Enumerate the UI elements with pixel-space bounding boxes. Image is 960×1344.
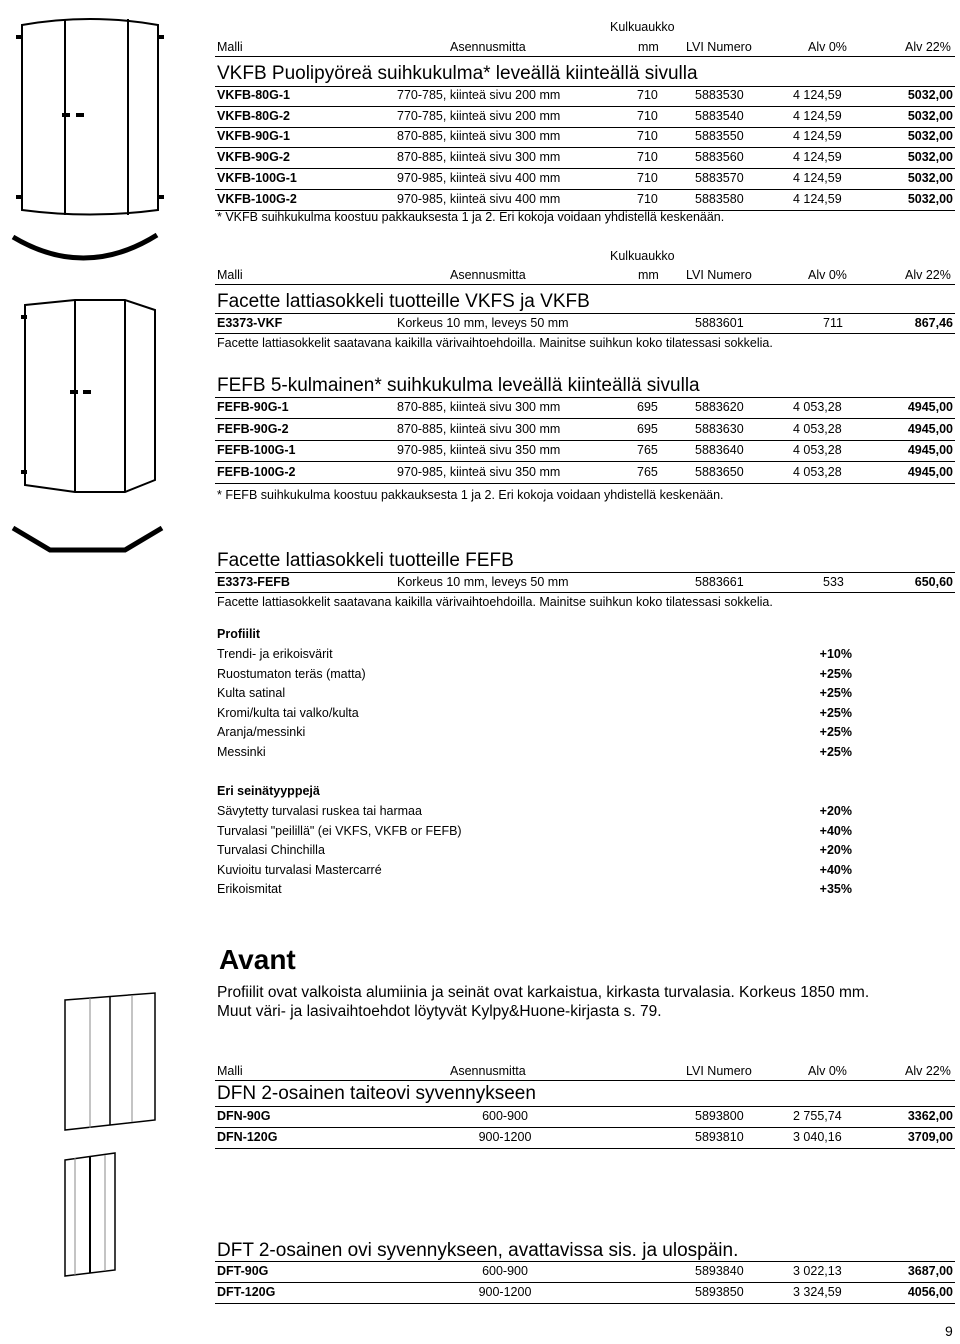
table-row <box>215 127 955 147</box>
kulkuaukko-header-2: Kulkuaukko <box>610 249 675 263</box>
lvi-cell: 5883550 <box>695 129 744 144</box>
sokkeli1-lvi: 5883601 <box>695 316 744 330</box>
list-item-label: Kromi/kulta tai valko/kulta <box>217 705 359 720</box>
dft-door-illustration <box>60 1150 120 1280</box>
list-item-label: Erikoismitat <box>217 882 282 897</box>
alv22-cell: 4945,00 <box>907 443 953 457</box>
col-lvi-2: LVI Numero <box>686 268 752 282</box>
list-item <box>217 667 852 681</box>
size-cell: 970-985, kiinteä sivu 400 mm <box>397 191 561 206</box>
sokkeli1-row <box>215 314 955 334</box>
list-item-value: +25% <box>819 745 852 759</box>
mm-cell: 695 <box>637 400 658 414</box>
list-item <box>217 686 852 700</box>
alv0-cell: 4 124,59 <box>793 129 842 144</box>
alv22-cell: 4945,00 <box>907 400 953 414</box>
model-cell: DFN-90G <box>217 1109 271 1123</box>
alv22-cell: 5032,00 <box>907 191 953 206</box>
lvi-cell: 5893800 <box>695 1109 744 1123</box>
lvi-cell: 5883560 <box>695 150 744 165</box>
list-item-label: Messinki <box>217 745 266 759</box>
alv22-cell: 4945,00 <box>907 421 953 436</box>
size-cell: 770-785, kiinteä sivu 200 mm <box>397 108 561 123</box>
sokkeli2-note: Facette lattiasokkelit saatavana kaikilla värivaihtoehdoilla. Mainitse suihkun koko tilatessasi sokkelia. <box>217 595 773 609</box>
table-row <box>215 169 955 189</box>
lvi-cell: 5883620 <box>695 400 744 414</box>
lvi-cell: 5893840 <box>695 1264 744 1278</box>
sokkeli2-size: Korkeus 10 mm, leveys 50 mm <box>397 575 569 589</box>
table-row <box>215 1283 955 1303</box>
dft-title: DFT 2-osainen ovi syvennykseen, avattavissa sis. ja ulospäin. <box>217 1240 739 1261</box>
list-item-value: +25% <box>819 705 852 720</box>
size-cell: 970-985, kiinteä sivu 400 mm <box>397 170 561 185</box>
lvi-cell: 5883650 <box>695 464 744 479</box>
size-cell: 870-885, kiinteä sivu 300 mm <box>397 150 561 165</box>
lvi-cell: 5893810 <box>695 1130 744 1144</box>
size-cell: 970-985, kiinteä sivu 350 mm <box>397 464 561 479</box>
alv22-cell: 4056,00 <box>907 1285 953 1299</box>
alv22-cell: 5032,00 <box>907 129 953 144</box>
list-item <box>217 843 852 857</box>
model-cell: DFT-90G <box>217 1264 269 1278</box>
table-row <box>215 1128 955 1148</box>
mm-cell: 710 <box>637 150 658 165</box>
list-item <box>217 706 852 720</box>
list-item-label: Ruostumaton teräs (matta) <box>217 666 366 681</box>
avant-line2: Muut väri- ja lasivaihtoehdot löytyvät Kylpy&Huone-kirjasta s. 79. <box>217 1003 662 1020</box>
col-malli-3: Malli <box>217 1064 243 1078</box>
list-item-value: +25% <box>819 725 852 740</box>
mm-cell: 765 <box>637 464 658 479</box>
sokkeli2-alv22: 650,60 <box>914 575 953 589</box>
table-row <box>215 148 955 168</box>
model-cell: FEFB-90G-2 <box>217 421 289 436</box>
lvi-cell: 5883580 <box>695 191 744 206</box>
size-cell: 870-885, kiinteä sivu 300 mm <box>397 400 561 414</box>
vkfb-shower-illustration <box>10 5 170 220</box>
list-item-label: Aranja/messinki <box>217 725 306 740</box>
col-alv0: Alv 0% <box>808 40 847 54</box>
model-cell: DFT-120G <box>217 1285 276 1299</box>
col-alv0-3: Alv 0% <box>808 1064 847 1078</box>
model-cell: FEFB-100G-2 <box>217 464 296 479</box>
col-lvi: LVI Numero <box>686 40 752 54</box>
model-cell: VKFB-90G-2 <box>217 150 290 165</box>
table-row <box>215 86 955 106</box>
list-item <box>217 863 852 877</box>
fefb-floor-plinth-illustration <box>10 520 165 565</box>
model-cell: VKFB-90G-1 <box>217 129 290 144</box>
alv0-cell: 4 053,28 <box>793 443 842 457</box>
list-item-value: +25% <box>819 666 852 681</box>
list-item-label: Sävytetty turvalasi ruskea tai harmaa <box>217 804 422 818</box>
avant-title: Avant <box>219 944 296 975</box>
sokkeli1-size: Korkeus 10 mm, leveys 50 mm <box>397 316 569 330</box>
alv0-cell: 3 040,16 <box>793 1130 842 1144</box>
col-asennusmitta-3: Asennusmitta <box>450 1064 526 1078</box>
size-cell: 870-885, kiinteä sivu 300 mm <box>397 421 561 436</box>
sokkeli1-alv22: 867,46 <box>914 316 953 330</box>
size-cell: 870-885, kiinteä sivu 300 mm <box>397 129 561 144</box>
col-alv0-2: Alv 0% <box>808 268 847 282</box>
kulkuaukko-header: Kulkuaukko <box>610 20 675 34</box>
sokkeli2-row <box>215 573 955 593</box>
col-asennusmitta: Asennusmitta <box>450 40 526 54</box>
list-item-value: +35% <box>819 882 852 897</box>
alv0-cell: 3 022,13 <box>793 1264 842 1278</box>
alv22-cell: 5032,00 <box>907 170 953 185</box>
alv0-cell: 4 124,59 <box>793 170 842 185</box>
alv0-cell: 3 324,59 <box>793 1285 842 1299</box>
mm-cell: 695 <box>637 421 658 436</box>
alv22-cell: 5032,00 <box>907 108 953 123</box>
col-alv22-2: Alv 22% <box>905 268 951 282</box>
col-malli: Malli <box>217 40 243 54</box>
fefb-shower-illustration <box>15 290 165 500</box>
table-row <box>215 463 955 483</box>
sokkeli1-alv0: 711 <box>823 316 843 330</box>
profiilit-title: Profiilit <box>217 627 261 641</box>
alv0-cell: 4 124,59 <box>793 108 842 123</box>
page-number: 9 <box>945 1323 953 1339</box>
col-lvi-3: LVI Numero <box>686 1064 752 1078</box>
lvi-cell: 5883570 <box>695 170 744 185</box>
model-cell: FEFB-90G-1 <box>217 400 289 414</box>
table-row <box>215 107 955 127</box>
size-cell: 900-1200 <box>478 1285 532 1299</box>
fefb-note: * FEFB suihkukulma koostuu pakkauksesta 1 ja 2. Eri kokoja voidaan yhdistellä keskenään. <box>217 488 724 502</box>
sokkeli2-title: Facette lattiasokkeli tuotteille FEFB <box>217 550 514 571</box>
alv0-cell: 4 053,28 <box>793 421 842 436</box>
size-cell: 600-900 <box>482 1264 528 1278</box>
model-cell: VKFB-100G-1 <box>217 170 297 185</box>
size-cell: 900-1200 <box>478 1130 532 1144</box>
lvi-cell: 5883540 <box>695 108 744 123</box>
alv0-cell: 4 124,59 <box>793 88 842 102</box>
sokkeli2-alv0: 533 <box>823 575 844 589</box>
mm-cell: 710 <box>637 108 658 123</box>
mm-cell: 765 <box>637 443 658 457</box>
model-cell: FEFB-100G-1 <box>217 443 296 457</box>
mm-cell: 710 <box>637 191 658 206</box>
table-row <box>215 398 955 418</box>
size-cell: 970-985, kiinteä sivu 350 mm <box>397 443 561 457</box>
list-item-label: Kulta satinal <box>217 686 286 701</box>
alv22-cell: 5032,00 <box>907 88 953 102</box>
alv22-cell: 4945,00 <box>907 464 953 479</box>
table-row <box>215 420 955 440</box>
col-alv22-3: Alv 22% <box>905 1064 951 1078</box>
list-item <box>217 725 852 739</box>
list-item-value: +20% <box>819 843 852 858</box>
list-item-value: +20% <box>819 804 852 818</box>
mm-cell: 710 <box>637 129 658 144</box>
alv22-cell: 3362,00 <box>907 1109 953 1123</box>
alv0-cell: 4 053,28 <box>793 400 842 414</box>
model-cell: DFN-120G <box>217 1130 278 1144</box>
mm-cell: 710 <box>637 88 658 102</box>
dfn-title: DFN 2-osainen taiteovi syvennykseen <box>217 1083 536 1104</box>
alv0-cell: 4 053,28 <box>793 464 842 479</box>
alv22-cell: 3709,00 <box>907 1130 953 1144</box>
col-mm: mm <box>638 40 659 54</box>
lvi-cell: 5883630 <box>695 421 744 436</box>
list-item <box>217 745 852 759</box>
list-item-value: +40% <box>819 823 852 838</box>
model-cell: VKFB-80G-2 <box>217 108 290 123</box>
col-malli-2: Malli <box>217 268 243 282</box>
lvi-cell: 5883530 <box>695 88 744 102</box>
mm-cell: 710 <box>637 170 658 185</box>
alv22-cell: 3687,00 <box>907 1264 953 1278</box>
dfn-door-illustration <box>60 990 160 1135</box>
table-row <box>215 441 955 461</box>
size-cell: 600-900 <box>482 1109 528 1123</box>
list-item <box>217 882 852 896</box>
model-cell: VKFB-100G-2 <box>217 191 297 206</box>
alv0-cell: 4 124,59 <box>793 150 842 165</box>
table-row <box>215 1262 955 1282</box>
model-cell: VKFB-80G-1 <box>217 88 290 102</box>
vkfb-note: * VKFB suihkukulma koostuu pakkauksesta 1 ja 2. Eri kokoja voidaan yhdistellä keskenään. <box>217 210 725 224</box>
list-item-label: Kuvioitu turvalasi Mastercarré <box>217 862 382 877</box>
col-alv22: Alv 22% <box>905 40 951 54</box>
vkfb-title: VKFB Puolipyöreä suihkukulma* leveällä kiinteällä sivulla <box>217 63 698 84</box>
vkfb-floor-plinth-illustration <box>10 225 160 275</box>
col-asennusmitta-2: Asennusmitta <box>450 268 526 282</box>
alv22-cell: 5032,00 <box>907 150 953 165</box>
list-item-label: Turvalasi "peilillä" (ei VKFS, VKFB or FEFB) <box>217 823 462 838</box>
sokkeli1-note: Facette lattiasokkelit saatavana kaikilla värivaihtoehdoilla. Mainitse suihkun koko tilatessasi sokkelia. <box>217 336 773 350</box>
seinat-title: Eri seinätyyppejä <box>217 784 320 798</box>
list-item-label: Trendi- ja erikoisvärit <box>217 647 333 661</box>
lvi-cell: 5883640 <box>695 443 744 457</box>
list-item-value: +25% <box>819 686 852 701</box>
list-item <box>217 804 852 818</box>
table-row <box>215 190 955 210</box>
lvi-cell: 5893850 <box>695 1285 744 1299</box>
list-item-label: Turvalasi Chinchilla <box>217 843 325 858</box>
list-item-value: +40% <box>819 862 852 877</box>
list-item <box>217 824 852 838</box>
avant-line1: Profiilit ovat valkoista alumiinia ja seinät ovat karkaistua, kirkasta turvalasia. Korkeus 1850 mm. <box>217 984 870 1001</box>
table-row <box>215 1107 955 1127</box>
sokkeli1-model: E3373-VKF <box>217 316 283 330</box>
sokkeli2-lvi: 5883661 <box>695 575 744 589</box>
sokkeli1-title: Facette lattiasokkeli tuotteille VKFS ja VKFB <box>217 291 590 312</box>
fefb-title: FEFB 5-kulmainen* suihkukulma leveällä kiinteällä sivulla <box>217 375 700 396</box>
alv0-cell: 2 755,74 <box>793 1109 842 1123</box>
alv0-cell: 4 124,59 <box>793 191 842 206</box>
size-cell: 770-785, kiinteä sivu 200 mm <box>397 88 561 102</box>
list-item-value: +10% <box>819 647 852 661</box>
col-mm-2: mm <box>638 268 659 282</box>
sokkeli2-model: E3373-FEFB <box>217 575 290 589</box>
list-item <box>217 647 852 661</box>
